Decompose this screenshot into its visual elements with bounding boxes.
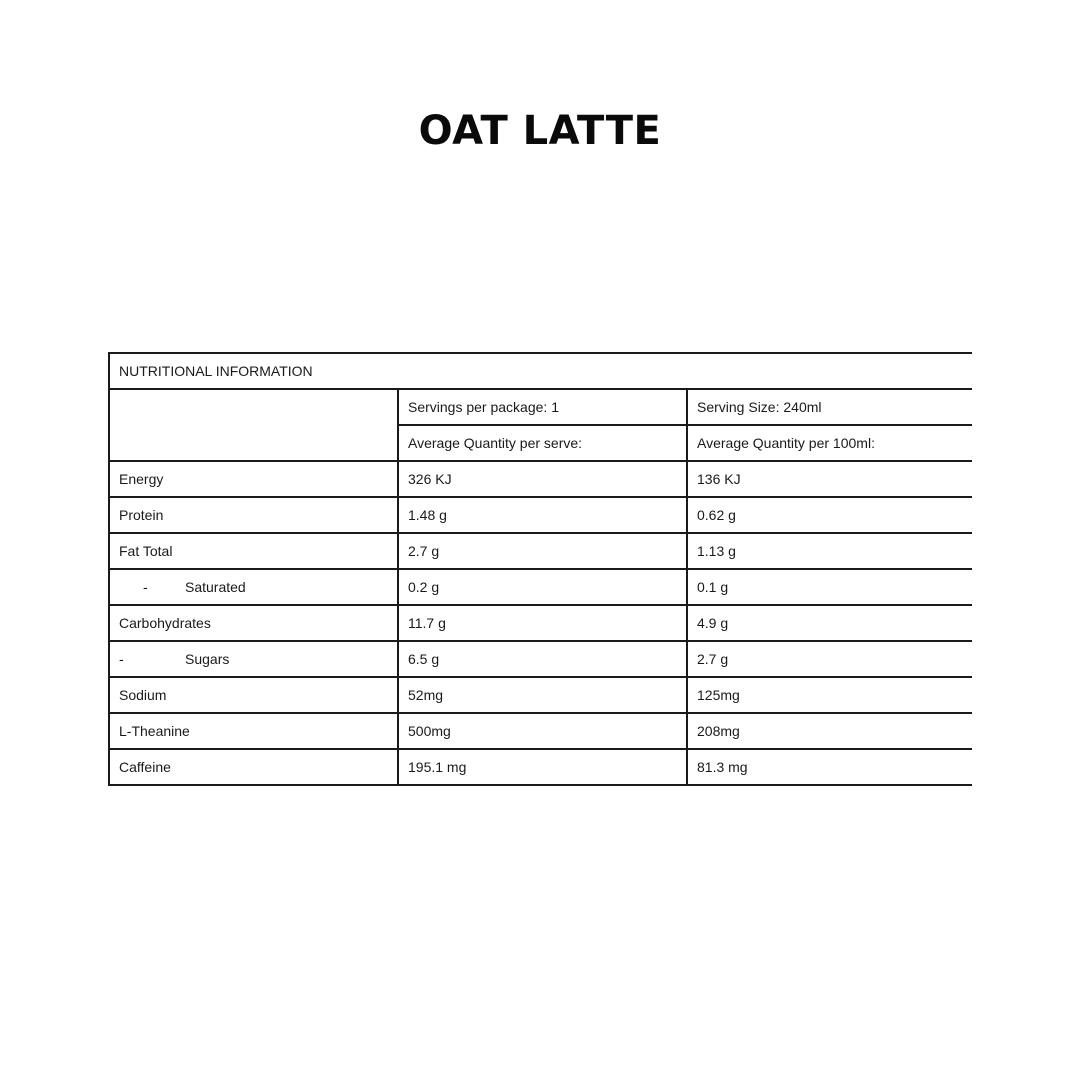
- column-header-per-100ml: Average Quantity per 100ml:: [687, 425, 972, 461]
- per-serve-value: 1.48 g: [398, 497, 687, 533]
- table-row: [109, 569, 972, 605]
- page-title: OAT LATTE: [418, 108, 662, 154]
- per-serve-value: 195.1 mg: [398, 749, 687, 785]
- per-serve-value: 0.2 g: [398, 569, 687, 605]
- table-row: [109, 713, 972, 749]
- sub-item-dash: -: [143, 579, 148, 595]
- column-header-per-serve: Average Quantity per serve:: [398, 425, 687, 461]
- table-row: [109, 461, 972, 497]
- table-row: [109, 677, 972, 713]
- nutrient-name: Caffeine: [109, 749, 398, 785]
- nutrient-name: Energy: [109, 461, 398, 497]
- nutrient-name: L-Theanine: [109, 713, 398, 749]
- per-100ml-value: 136 KJ: [687, 461, 972, 497]
- per-100ml-value: 0.62 g: [687, 497, 972, 533]
- per-serve-value: 2.7 g: [398, 533, 687, 569]
- table-row: [109, 749, 972, 785]
- table-row: [109, 605, 972, 641]
- per-100ml-value: 4.9 g: [687, 605, 972, 641]
- nutrition-table: [108, 352, 972, 786]
- per-100ml-value: 1.13 g: [687, 533, 972, 569]
- nutrient-name-sub: [109, 569, 398, 605]
- sub-item-dash: -: [119, 651, 124, 667]
- per-serve-value: 11.7 g: [398, 605, 687, 641]
- servings-row: [109, 389, 972, 425]
- per-100ml-value: 125mg: [687, 677, 972, 713]
- nutrient-name: Carbohydrates: [109, 605, 398, 641]
- per-serve-value: 326 KJ: [398, 461, 687, 497]
- table-header: NUTRITIONAL INFORMATION: [109, 353, 972, 389]
- sub-item-label: Saturated: [185, 579, 246, 595]
- per-100ml-value: 0.1 g: [687, 569, 972, 605]
- table-row: [109, 641, 972, 677]
- nutrient-name: Protein: [109, 497, 398, 533]
- sub-item-label: Sugars: [185, 651, 230, 667]
- blank-cell: [109, 389, 398, 461]
- nutrition-table-container: [108, 352, 972, 809]
- per-serve-value: 6.5 g: [398, 641, 687, 677]
- servings-per-package: Servings per package: 1: [398, 389, 687, 425]
- per-100ml-value: 2.7 g: [687, 641, 972, 677]
- table-row: [109, 533, 972, 569]
- table-row: [109, 497, 972, 533]
- per-serve-value: 52mg: [398, 677, 687, 713]
- serving-size: Serving Size: 240ml: [687, 389, 972, 425]
- nutrient-name: Sodium: [109, 677, 398, 713]
- nutrient-name-sub: [109, 641, 398, 677]
- nutrient-name: Fat Total: [109, 533, 398, 569]
- per-serve-value: 500mg: [398, 713, 687, 749]
- per-100ml-value: 208mg: [687, 713, 972, 749]
- table-header-row: [109, 353, 972, 389]
- per-100ml-value: 81.3 mg: [687, 749, 972, 785]
